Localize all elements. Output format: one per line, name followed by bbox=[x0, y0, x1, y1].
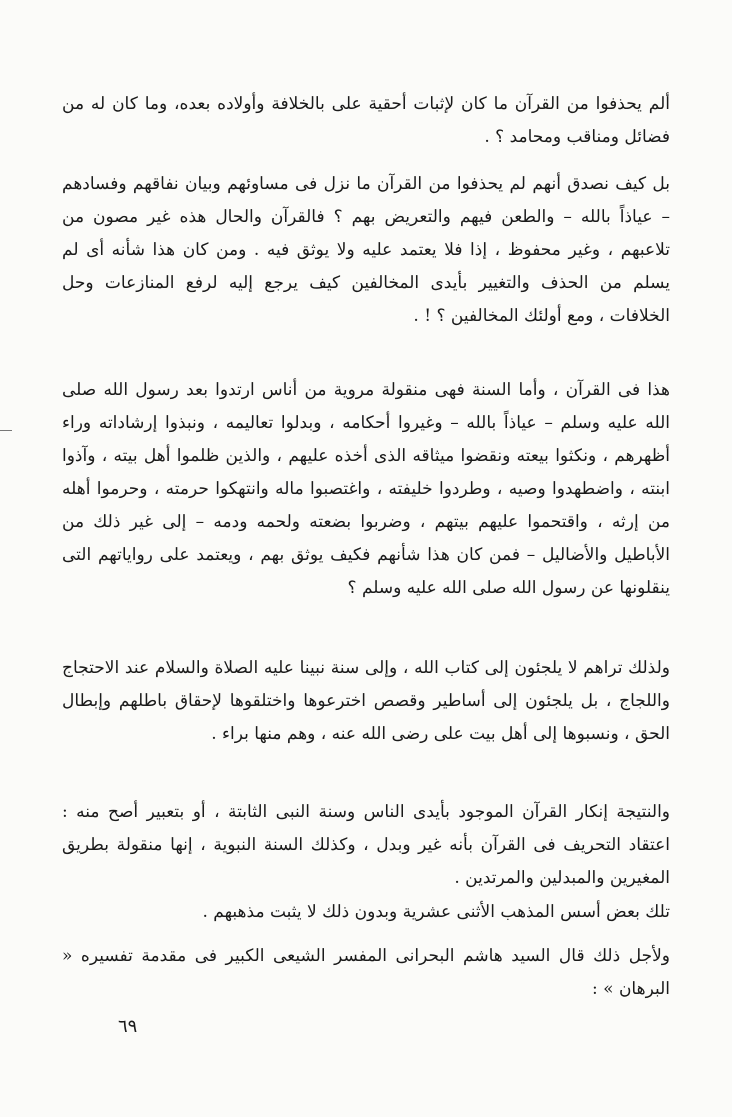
page-number: ٦٩ bbox=[118, 1016, 138, 1037]
paragraph-text: تلك بعض أسس المذهب الأثنى عشرية وبدون ذلك لا يثبت مذهبهم . bbox=[202, 902, 670, 922]
paragraph-5 bbox=[62, 796, 670, 895]
paragraph-text: هذا فى القرآن ، وأما السنة فهى منقولة مروية من أناس ارتدوا بعد رسول الله صلى الله عليه وسلم – عياذاً بالله – وغيروا أحكامه ، وبدلوا تعاليمه ، ونبذوا إرشاداته وراء أظهرهم ، ونكثوا بيعته ونقضوا ميثاقه الذى أخذه عليهم ، والذين ظلموا أهل بيته ، وآذوا ابنته ، واضطهدوا وصيه ، وطردوا خليفته ، واغتصبوا ماله وانتهكوا حرمته ، وحرموا أهله من إرثه ، واقتحموا عليهم بيتهم ، وضربوا بضعته ولحمه ودمه – إلى غير ذلك من الأباطيل والأضاليل – فمن كان هذا شأنهم فكيف يوثق بهم ، ويعتمد على رواياتهم التى ينقلونها عن رسول الله صلى الله عليه وسلم ؟ bbox=[62, 380, 670, 598]
paragraph-text: ولذلك تراهم لا يلجئون إلى كتاب الله ، وإلى سنة نبينا عليه الصلاة والسلام عند الاحتجاج واللجاج ، بل يلجئون إلى أساطير وقصص اخترعوها واختلقوها لإحقاق باطلهم وإبطال الحق ، ونسبوها إلى أهل بيت على رضى الله عنه ، وهم منها براء . bbox=[62, 658, 670, 744]
paragraph-1 bbox=[62, 88, 670, 154]
paragraph-text: والنتيجة إنكار القرآن الموجود بأيدى الناس وسنة النبى الثابتة ، أو بتعبير أصح منه : اعتقاد التحريف فى القرآن بأنه غير وبدل ، وكذلك السنة النبوية ، إنها منقولة بطريق المغيرين والمبدلين والمرتدين . bbox=[62, 802, 670, 888]
paragraph-text: ألم يحذفوا من القرآن ما كان لإثبات أحقية على بالخلافة وأولاده بعده، وما كان له من فضائل ومناقب ومحامد ؟ . bbox=[62, 94, 670, 147]
margin-mark bbox=[0, 430, 12, 431]
paragraph-text: بل كيف نصدق أنهم لم يحذفوا من القرآن ما نزل فى مساوئهم وبيان نفاقهم وفسادهم – عياذاً بالله – والطعن فيهم والتعريض بهم ؟ فالقرآن والحال هذه غير مصون من تلاعبهم ، وغير محفوظ ، إذا فلا يعتمد عليه ولا يوثق فيه . ومن كان هذا شأنه أى لم يسلم من الحذف والتغيير بأيدى المخالفين كيف يرجع إليه لرفع المنازعات وحل الخلافات ، ومع أولئك المخالفين ؟ ! . bbox=[62, 174, 670, 326]
paragraph-4 bbox=[62, 652, 670, 751]
paragraph-6 bbox=[62, 896, 670, 929]
paragraph-7 bbox=[62, 940, 670, 1006]
paragraph-2 bbox=[62, 168, 670, 333]
paragraph-3 bbox=[62, 374, 670, 605]
paragraph-text: ولأجل ذلك قال السيد هاشم البحرانى المفسر الشيعى الكبير فى مقدمة تفسيره « البرهان » : bbox=[62, 946, 670, 999]
